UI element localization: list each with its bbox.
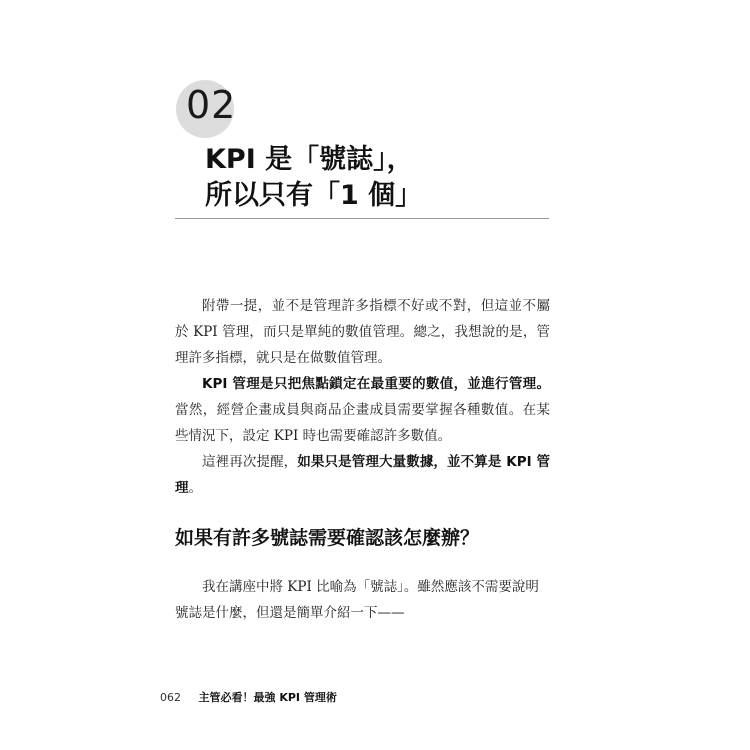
chapter-title-line-1: KPI 是「號誌」，: [205, 144, 414, 175]
paragraph-3: [175, 449, 550, 501]
title-divider: [175, 218, 549, 219]
paragraph-2-rest: 當然，經營企畫成員與商品企畫成員需要掌握各種數值。在某些情況下，設定 KPI 時也需要確認許多數值。: [175, 402, 550, 444]
section-heading: 如果有許多號誌需要確認該怎麼辦？: [175, 527, 480, 549]
paragraph-3-emphasis: 如果只是管理大量數據，並不算是 KPI 管理: [175, 454, 551, 496]
section-paragraph-1: 我在講座中將 KPI 比喻為「號誌」。雖然應該不需要說明號誌是什麼，但還是簡單介紹一下——: [175, 579, 539, 621]
paragraph-2-emphasis: KPI 管理是只把焦點鎖定在最重要的數值，並進行管理。: [202, 376, 550, 392]
chapter-title: [205, 142, 422, 214]
chapter-number: 02: [186, 83, 237, 127]
page-footer: [160, 689, 337, 705]
section-body: [175, 574, 550, 626]
paragraph-3-end: 。: [188, 480, 202, 496]
paragraph-3-start: 這裡再次提醒，: [202, 454, 298, 470]
paragraph-2: [175, 371, 550, 449]
body-text: [175, 293, 550, 501]
page-number: 062: [160, 691, 181, 704]
chapter-title-line-2: 所以只有「1 個」: [205, 180, 423, 211]
paragraph-1: 附帶一提，並不是管理許多指標不好或不對，但這並不屬於 KPI 管理，而只是單純的數值管理。總之，我想說的是，管理許多指標，就只是在做數值管理。: [175, 298, 550, 366]
running-book-title: 主管必看！最強 KPI 管理術: [198, 691, 337, 704]
